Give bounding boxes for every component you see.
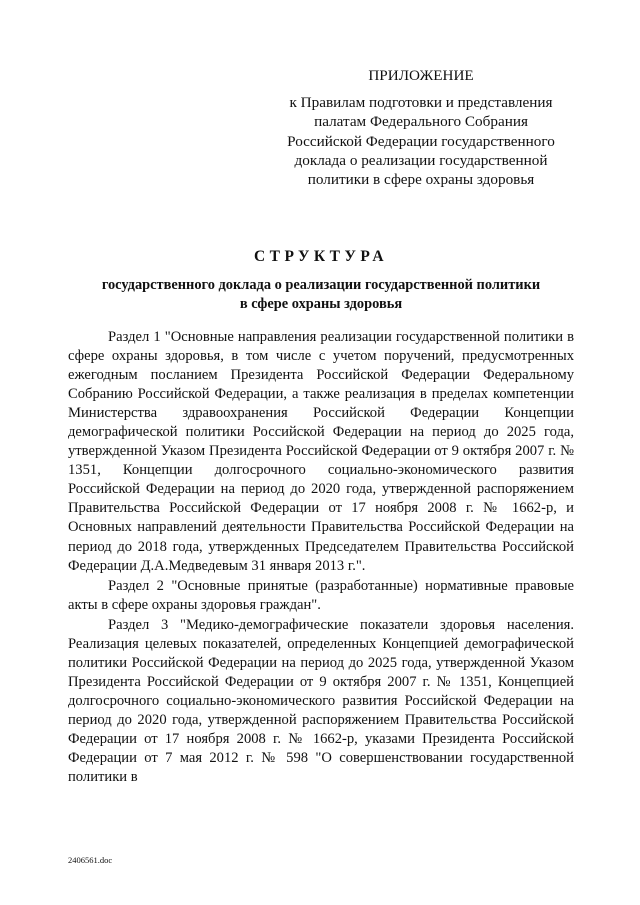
appendix-block [268,66,574,189]
section-3-paragraph [68,616,574,787]
appendix-line: политики в сфере охраны здоровья [307,171,535,189]
appendix-title: ПРИЛОЖЕНИЕ [368,67,474,84]
appendix-line: доклада о реализации государственной [294,151,548,169]
footer-file-name: 2406561.doc [68,855,113,865]
structure-title: СТРУКТУРА [253,248,389,265]
section-1-paragraph [68,328,574,576]
heading-subtitle [68,276,574,314]
document-body [68,328,574,787]
document-heading [68,248,574,314]
section-2-text: Раздел 2 "Основные принятые (разработанные) нормативные правовые акты в сфере охраны здоровья граждан". [68,577,574,613]
section-3-text: Раздел 3 "Медико-демографические показатели здоровья населения. Реализация целевых показателей, определенных Концепцией демографической политики Российской Федерации на период до 2025 года, утвержденной Указом Президента Российской Федерации от 9 октября 2007 г. № 1351, Концепцией долгосрочного социально-экономического развития Российской Федерации на период до 2020 года, утвержденной распоряжением Правительства Российской Федерации от 17 ноября 2008 г. № 1662-р, указами Президента Российской Федерации от 7 мая 2012 г. № 598 "О совершенствовании государственной политики в [68,616,574,786]
appendix-line: Российской Федерации государственного [287,132,555,150]
appendix-line: к Правилам подготовки и представления [289,94,553,112]
section-2-paragraph [68,577,574,615]
subtitle-line: в сфере охраны здоровья [239,296,403,312]
subtitle-line: государственного доклада о реализации государственной политики [101,277,541,293]
section-1-text: Раздел 1 "Основные направления реализации государственной политики в сфере охраны здоровья, в том числе с учетом поручений, предусмотренных ежегодным посланием Президента Российской Федерации Федеральному Собранию Российской Федерации, а также реализация в пределах компетенции Министерства здравоохранения Российской Федерации Концепции демографической политики Российской Федерации на период до 2025 года, утвержденной Указом Президента Российской Федерации от 9 октября 2007 г. № 1351, Концепции долгосрочного социально-экономического развития Российской Федерации на период до 2020 года, утвержденной распоряжением Правительства Российской Федерации от 17 ноября 2008 г. № 1662-р, и Основных направлений деятельности Правительства Российской Федерации на период до 2018 года, утвержденных Председателем Правительства Российской Федерации Д.А.Медведевым 31 января 2013 г.". [68,329,574,574]
appendix-line: палатам Федерального Собрания [314,113,528,131]
